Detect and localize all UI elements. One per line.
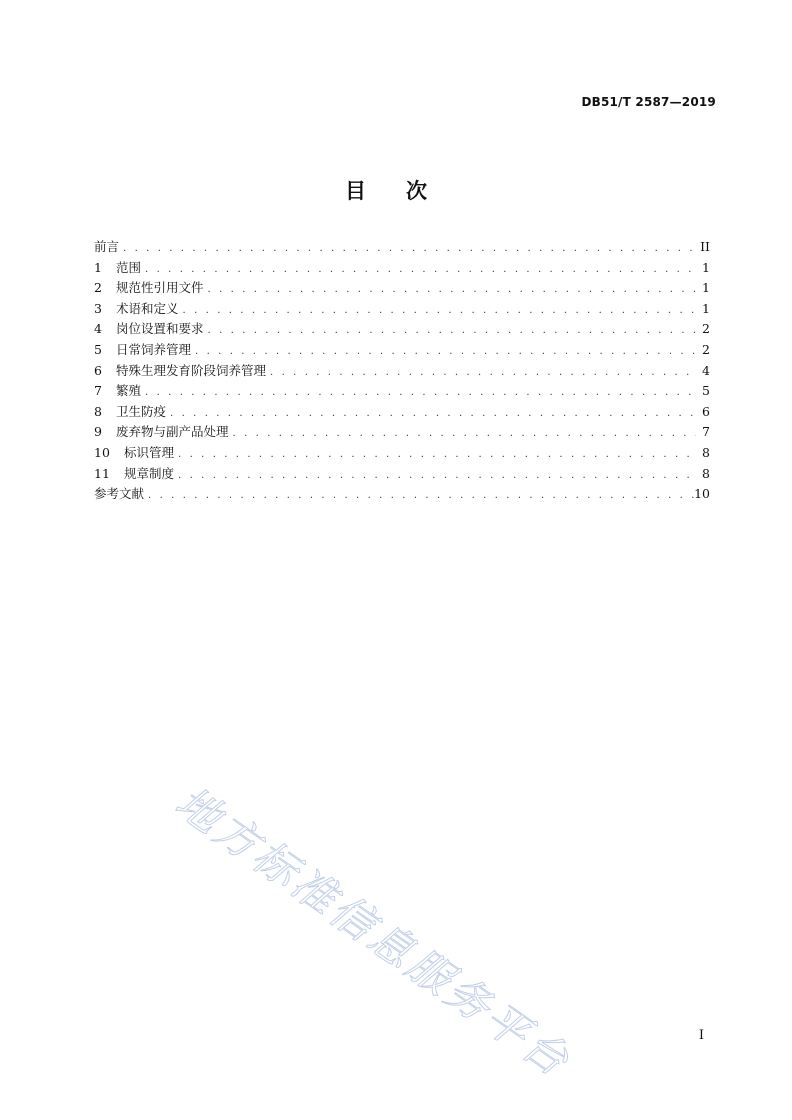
toc-entry-page: 5	[702, 383, 710, 399]
toc-entry-page: 10	[694, 486, 710, 502]
toc-entry-number: 10	[94, 444, 110, 460]
document-id: DB51/T 2587—2019	[581, 95, 716, 109]
toc-entry-label: 参考文献	[94, 486, 145, 502]
toc-entry-label: 日常饲养管理	[116, 341, 192, 357]
toc-entry-number: 1	[94, 259, 102, 275]
toc-entry-8[interactable]	[94, 402, 710, 423]
toc-entry-label: 岗位设置和要求	[116, 321, 204, 337]
toc-entry-label: 废弃物与副产品处理	[116, 424, 229, 440]
toc-entry-label: 规范性引用文件	[116, 280, 204, 296]
toc-dot-leader	[270, 363, 696, 384]
toc-entry-label: 前言	[94, 239, 120, 254]
toc-dot-leader	[170, 404, 696, 425]
toc-entry-label: 规章制度	[124, 465, 175, 481]
toc-entry-number: 6	[94, 362, 102, 378]
toc-entry-page: II	[700, 239, 710, 254]
toc-entry-number: 3	[94, 300, 102, 316]
toc-entry-number: 4	[94, 321, 102, 337]
toc-entry-number: 5	[94, 341, 102, 357]
toc-entry-3[interactable]	[94, 299, 710, 320]
toc-entry-page: 8	[702, 444, 710, 460]
toc-entry-7[interactable]	[94, 381, 710, 402]
toc-entry-page: 2	[702, 341, 710, 357]
toc-entry-page: 7	[702, 424, 710, 440]
toc-entry-page: 2	[702, 321, 710, 337]
toc-entry-4[interactable]	[94, 319, 710, 340]
page-number: I	[698, 1028, 704, 1043]
toc-dot-leader	[145, 383, 696, 404]
toc-entry-label: 标识管理	[124, 444, 175, 460]
toc-entry-page: 4	[702, 362, 710, 378]
toc-entry-11[interactable]	[94, 464, 710, 485]
toc-entry-number: 11	[94, 465, 110, 481]
toc-entry-label: 繁殖	[116, 383, 142, 399]
toc-entry-number: 8	[94, 403, 102, 419]
toc-entry-number: 9	[94, 424, 102, 440]
table-of-contents	[94, 237, 710, 505]
toc-entry-page: 1	[702, 259, 710, 275]
toc-entry-2[interactable]	[94, 278, 710, 299]
toc-entry-label: 术语和定义	[116, 300, 179, 316]
toc-dot-leader	[123, 239, 696, 260]
toc-entry-page: 8	[702, 465, 710, 481]
toc-entry-foreword[interactable]	[94, 237, 710, 258]
toc-entry-page: 1	[702, 300, 710, 316]
toc-entry-label: 卫生防疫	[116, 403, 167, 419]
toc-entry-label: 范围	[116, 259, 142, 275]
toc-dot-leader	[195, 342, 696, 363]
toc-entry-references[interactable]	[94, 484, 710, 505]
toc-dot-leader	[183, 301, 696, 322]
watermark: 地方标准信息服务平台	[166, 777, 580, 1088]
toc-dot-leader	[208, 321, 696, 342]
toc-entry-number: 7	[94, 383, 102, 399]
toc-entry-number: 2	[94, 280, 102, 296]
toc-entry-label: 特殊生理发育阶段饲养管理	[116, 362, 267, 378]
toc-entry-10[interactable]	[94, 443, 710, 464]
toc-dot-leader	[208, 280, 696, 301]
toc-dot-leader	[178, 466, 696, 487]
toc-dot-leader	[145, 260, 696, 281]
toc-dot-leader	[148, 486, 694, 507]
toc-dot-leader	[178, 445, 696, 466]
toc-entry-page: 6	[702, 403, 710, 419]
toc-entry-6[interactable]	[94, 361, 710, 382]
toc-entry-1[interactable]	[94, 258, 710, 279]
toc-entry-page: 1	[702, 280, 710, 296]
page-title: 目次	[345, 179, 467, 203]
toc-entry-5[interactable]	[94, 340, 710, 361]
toc-entry-9[interactable]	[94, 422, 710, 443]
toc-dot-leader	[233, 424, 696, 445]
